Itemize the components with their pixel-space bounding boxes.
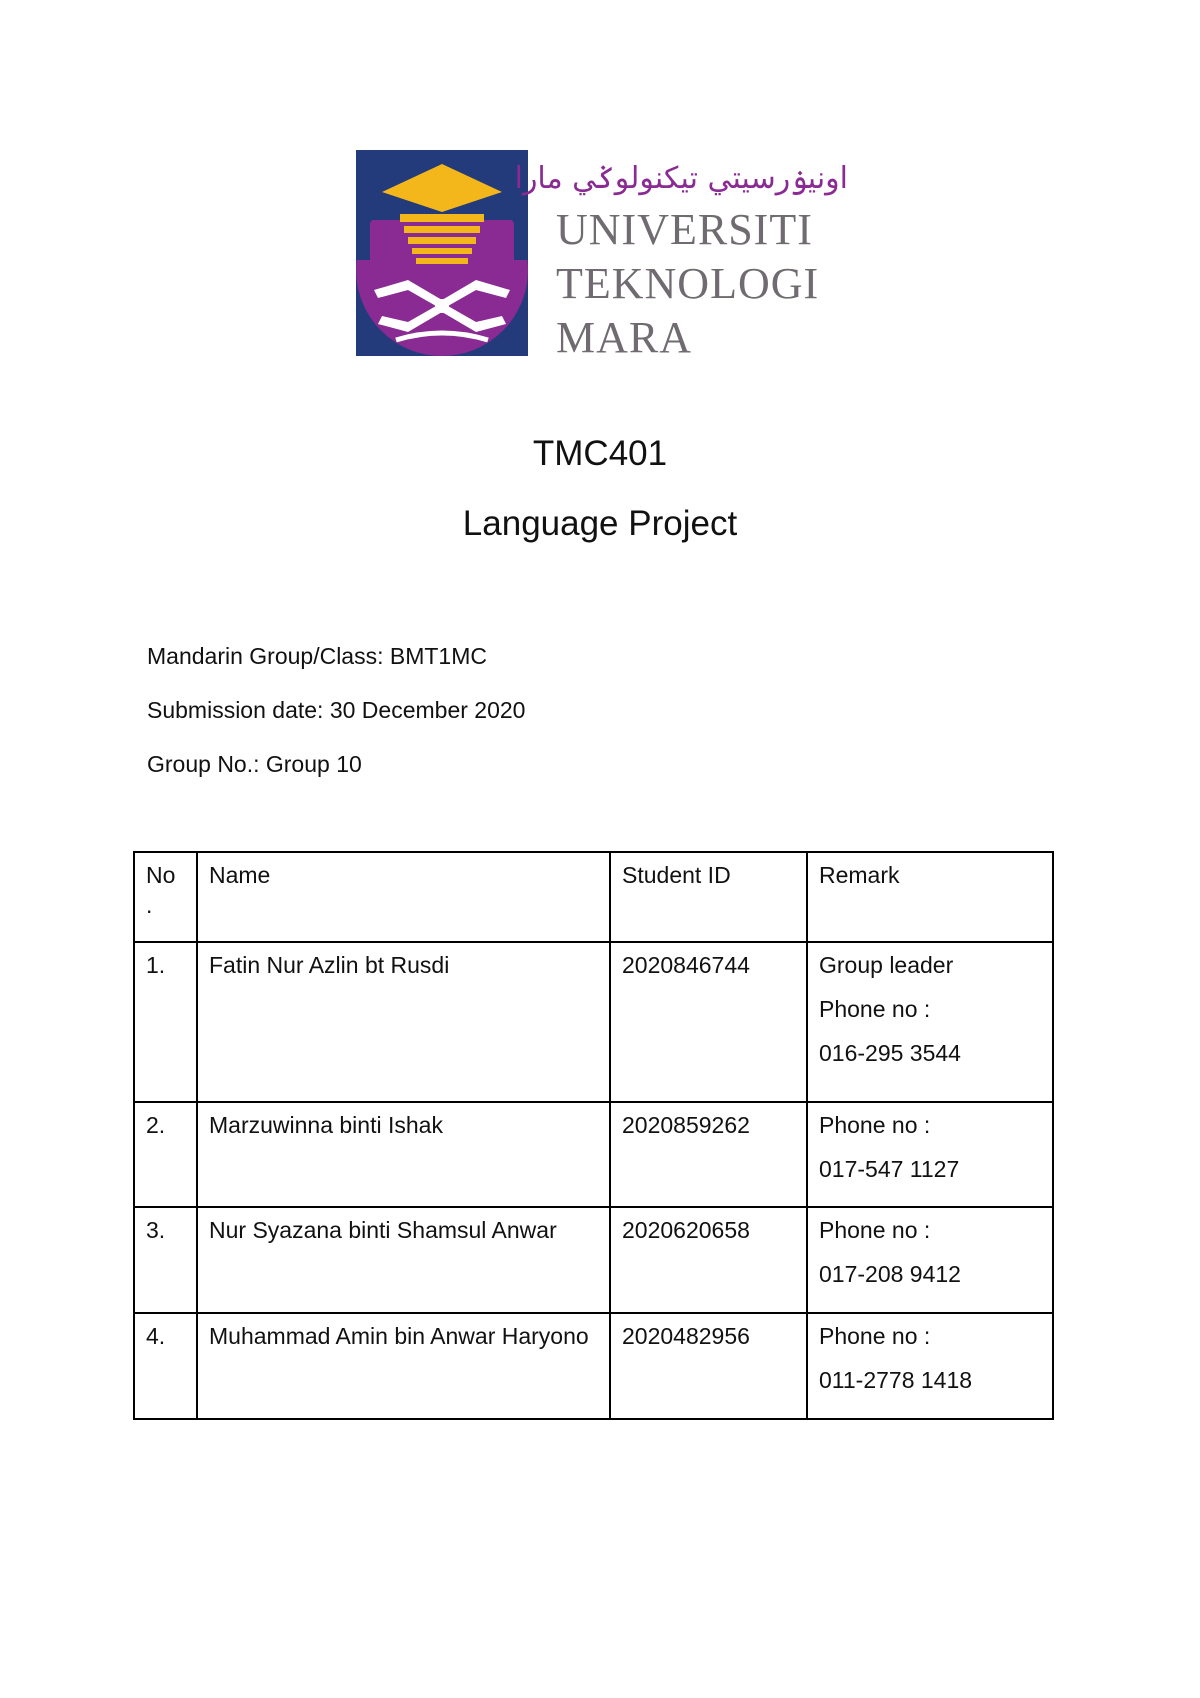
cell-no: 2.: [134, 1102, 197, 1207]
cell-no: 1.: [134, 942, 197, 1102]
table-header-row: [134, 852, 1053, 942]
cell-student-id: 2020846744: [610, 942, 807, 1102]
logo-line-teknologi: TEKNOLOGI: [556, 259, 820, 308]
remark-phone-label: Phone no :: [819, 1323, 931, 1349]
cell-name: Nur Syazana binti Shamsul Anwar: [197, 1207, 610, 1313]
remark-phone-number: 017-208 9412: [819, 1260, 961, 1287]
cell-student-id: 2020859262: [610, 1102, 807, 1207]
cell-no: 3.: [134, 1207, 197, 1313]
remark-phone-number: 016-295 3544: [819, 1039, 961, 1066]
cell-student-id: 2020620658: [610, 1207, 807, 1313]
members-table: [133, 851, 1054, 1420]
cell-remark: [807, 1313, 1053, 1419]
group-number-line: Group No.: Group 10: [147, 751, 362, 777]
logo-line-universiti: UNIVERSITI: [556, 205, 813, 254]
cell-remark: [807, 1102, 1053, 1207]
logo-wordmark: [514, 150, 856, 362]
remark-phone-number: 011-2778 1418: [819, 1366, 973, 1393]
table-row: [134, 1207, 1053, 1313]
table-row: [134, 942, 1053, 1102]
group-class-line: Mandarin Group/Class: BMT1MC: [147, 643, 487, 669]
remark-phone-label: Phone no :: [819, 1112, 931, 1138]
submission-date-line: Submission date: 30 December 2020: [147, 697, 526, 723]
svg-text:اونيۏرسيتي تيكنولوݢي مارا: اونيۏرسيتي تيكنولوݢي مارا: [514, 161, 848, 196]
cell-name: Fatin Nur Azlin bt Rusdi: [197, 942, 610, 1102]
table-row: [134, 1102, 1053, 1207]
remark-role: Group leader: [819, 952, 954, 978]
remark-phone-label: Phone no :: [819, 995, 931, 1022]
course-code: TMC401: [532, 434, 668, 473]
university-logo: [356, 150, 856, 360]
uitm-emblem-icon: [356, 150, 528, 356]
header-student-id: Student ID: [610, 852, 807, 942]
cell-name: Marzuwinna binti Ishak: [197, 1102, 610, 1207]
cell-remark: [807, 1207, 1053, 1313]
logo-line-mara: MARA: [556, 313, 693, 362]
header-name: Name: [197, 852, 610, 942]
remark-phone-label: Phone no :: [819, 1217, 931, 1243]
cell-student-id: 2020482956: [610, 1313, 807, 1419]
header-no: No .: [134, 852, 197, 942]
remark-phone-number: 017-547 1127: [819, 1155, 960, 1182]
cell-name: Muhammad Amin bin Anwar Haryono: [197, 1313, 610, 1419]
table-row: [134, 1313, 1053, 1419]
cell-remark: [807, 942, 1053, 1102]
cell-no: 4.: [134, 1313, 197, 1419]
project-title: Language Project: [462, 504, 738, 543]
jawi-script: [514, 150, 856, 202]
header-remark: Remark: [807, 852, 1053, 942]
